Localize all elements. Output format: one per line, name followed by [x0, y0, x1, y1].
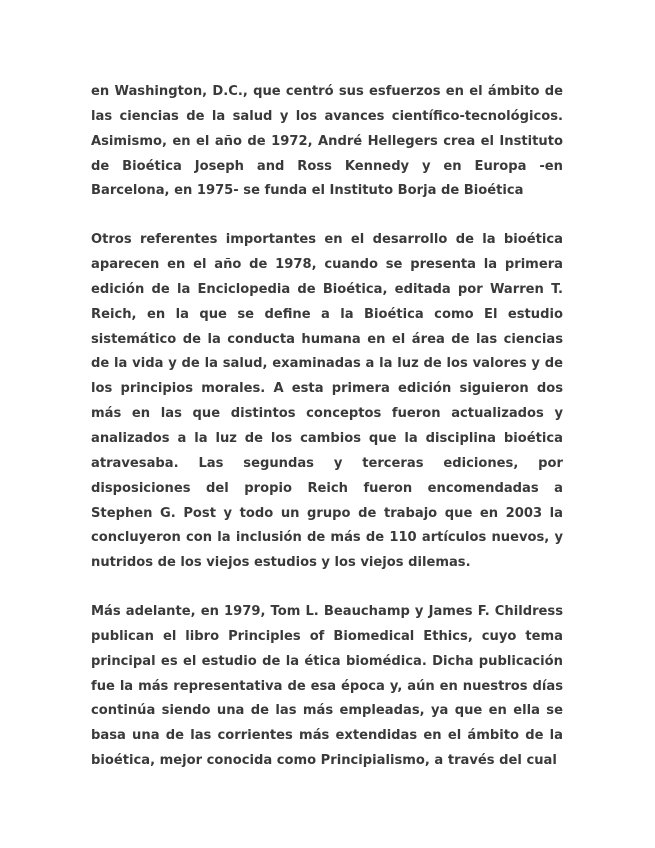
paragraph-3: Más adelante, en 1979, Tom L. Beauchamp y James F. Childress publican el libro Principles of Biomedical Ethics, cuyo tema principal es el estudio de la ética biomédica. Dicha publicación fue la más representativa de esa época y, aún en nuestros días continúa siendo una de las más empleadas, ya que en ella se basa una de las corrientes más extendidas en el ámbito de la bioética, mejor conocida como Principialismo, a través del cual — [91, 604, 563, 769]
paragraph-1: en Washington, D.C., que centró sus esfuerzos en el ámbito de las ciencias de la salud y los avances científico-tecnológicos. Asimismo, en el año de 1972, André Hellegers crea el Instituto de Bioética Joseph and Ross Kennedy y en Europa -en Barcelona, en 1975- se funda el Instituto Borja de Bioética — [91, 84, 563, 199]
paragraph-2: Otros referentes importantes en el desarrollo de la bioética aparecen en el año de 1978, cuando se presenta la primera edición de la Enciclopedia de Bioética, editada por Warren T. Reich, en la que se define a la Bioética como El estudio sistemático de la conducta humana en el área de las ciencias de la vida y de la salud, examinadas a la luz de los valores y de los principios morales. A esta primera edición siguieron dos más en las que distintos conceptos fueron actualizados y analizados a la luz de los cambios que la disciplina bioética atravesaba. Las segundas y terceras ediciones, por disposiciones del propio Reich fueron encomendadas a Stephen G. Post y todo un grupo de trabajo que en 2003 la concluyeron con la inclusión de más de 110 artículos nuevos, y nutridos de los viejos estudios y los viejos dilemas. — [91, 232, 563, 571]
body-text — [91, 80, 563, 798]
